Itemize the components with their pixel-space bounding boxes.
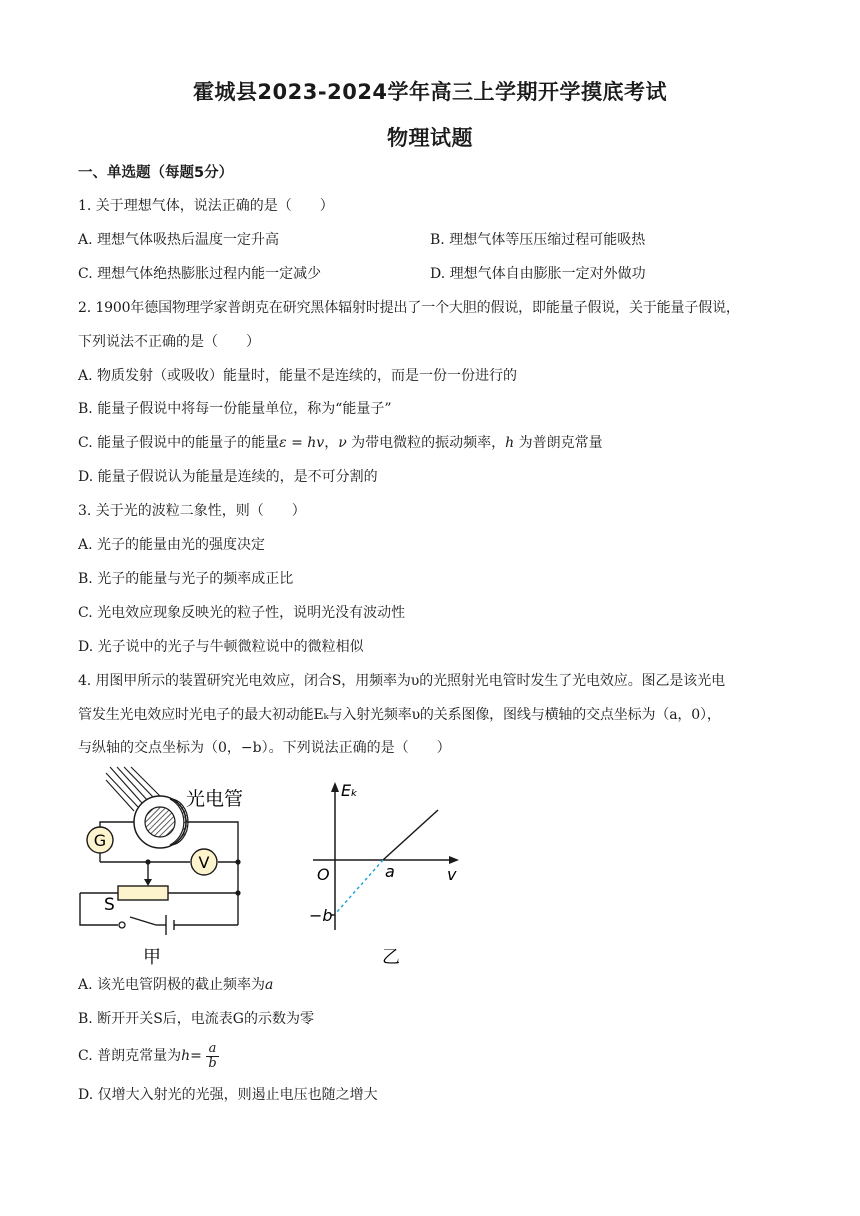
q4-option-c-fraction — [206, 1042, 218, 1071]
q4-stem-line3: 与纵轴的交点坐标为（0，−b）。下列说法正确的是（ ） — [78, 740, 451, 756]
switch-label: S — [104, 895, 115, 915]
q2-option-c-mid: ， — [324, 435, 339, 451]
q2-stem-line1: 2. 1900年德国物理学家普朗克在研究黑体辐射时提出了一个大胆的假说，即能量子假说，关于能量子假说， — [78, 300, 740, 316]
q4-stem-line2: 管发生光电效应时光电子的最大初动能Eₖ与入射光频率υ的关系图像，图线与横轴的交点坐标为（a，0）， — [78, 707, 721, 723]
rheostat-icon — [118, 886, 168, 900]
q1-stem: 1. 关于理想气体，说法正确的是（ ） — [78, 198, 334, 214]
q4-option-d: D. 仅增大入射光的光强，则遏止电压也随之增大 — [78, 1087, 378, 1103]
q2-option-c — [78, 433, 603, 453]
fraction-denominator: b — [208, 1055, 217, 1071]
switch-icon — [119, 922, 125, 928]
q2-option-c-mid2: 为带电微粒的振动频率， — [346, 435, 506, 451]
voltmeter-label: V — [198, 853, 210, 872]
q1-option-a: A. 理想气体吸热后温度一定升高 — [78, 232, 280, 248]
q2-option-d: D. 能量子假说认为能量是连续的，是不可分割的 — [78, 469, 378, 485]
q2-option-c-prefix: C. 能量子假说中的能量子的能量 — [78, 435, 280, 451]
figure-caption-jia: 甲 — [143, 947, 161, 968]
intercept-a-label: a — [385, 862, 395, 881]
q3-stem: 3. 关于光的波粒二象性，则（ ） — [78, 503, 306, 519]
q4-option-a — [78, 975, 273, 995]
y-axis-arrow-icon — [331, 782, 339, 792]
q3-option-b: B. 光子的能量与光子的频率成正比 — [78, 571, 294, 587]
q2-option-c-h: h — [505, 435, 515, 451]
intercept-b-label: −b — [309, 906, 333, 925]
q2-option-c-suffix: 为普朗克常量 — [514, 435, 603, 451]
page-title: 霍城县2023-2024学年高三上学期开学摸底考试 — [192, 80, 668, 104]
section-heading: 一、单选题（每题5分） — [78, 165, 234, 181]
q4-option-a-prefix: A. 该光电管阴极的截止频率为 — [78, 977, 266, 993]
galvanometer-label: G — [93, 831, 107, 850]
phototube-label: 光电管 — [186, 788, 244, 810]
q4-option-b: B. 断开开关S后，电流表G的示数为零 — [78, 1011, 314, 1027]
q4-option-a-var: a — [265, 977, 274, 993]
q2-option-b: B. 能量子假说中将每一份能量单位，称为“能量子” — [78, 401, 392, 417]
q2-option-c-formula: ε = hv — [279, 435, 325, 451]
page-subtitle: 物理试题 — [387, 126, 473, 150]
circuit-figure — [72, 765, 262, 970]
q1-option-d: D. 理想气体自由膨胀一定对外做功 — [430, 266, 646, 282]
fraction-numerator: a — [206, 1042, 218, 1057]
q1-option-b: B. 理想气体等压压缩过程可能吸热 — [430, 232, 646, 248]
q2-stem-line2: 下列说法不正确的是（ ） — [78, 334, 260, 350]
q4-option-c-prefix: C. 普朗克常量为 — [78, 1048, 182, 1064]
extrapolation-line — [336, 860, 383, 913]
q3-option-c: C. 光电效应现象反映光的粒子性，说明光没有波动性 — [78, 605, 406, 621]
q4-option-c-h: h — [181, 1048, 191, 1064]
q3-option-d: D. 光子说中的光子与牛顿微粒说中的微粒相似 — [78, 639, 364, 655]
slider-arrow-icon — [144, 879, 152, 886]
figure-caption-yi: 乙 — [382, 947, 400, 968]
q4-option-c — [78, 1040, 219, 1072]
q2-option-c-nu: ν — [338, 435, 347, 451]
q2-option-a: A. 物质发射（或吸收）能量时，能量不是连续的，而是一份一份进行的 — [78, 368, 518, 384]
x-axis-arrow-icon — [449, 856, 459, 864]
q4-stem-line1: 4. 用图甲所示的装置研究光电效应，闭合S，用频率为υ的光照射光电管时发生了光电效应。图乙是该光电 — [78, 673, 726, 689]
q3-option-a: A. 光子的能量由光的强度决定 — [78, 537, 266, 553]
y-axis-label: Eₖ — [341, 781, 358, 800]
q4-option-c-eq: = — [190, 1048, 202, 1064]
origin-label: O — [317, 865, 330, 884]
ek-v-graph — [305, 770, 470, 970]
q1-option-c: C. 理想气体绝热膨胀过程内能一定减少 — [78, 266, 322, 282]
x-axis-label: v — [447, 865, 457, 884]
